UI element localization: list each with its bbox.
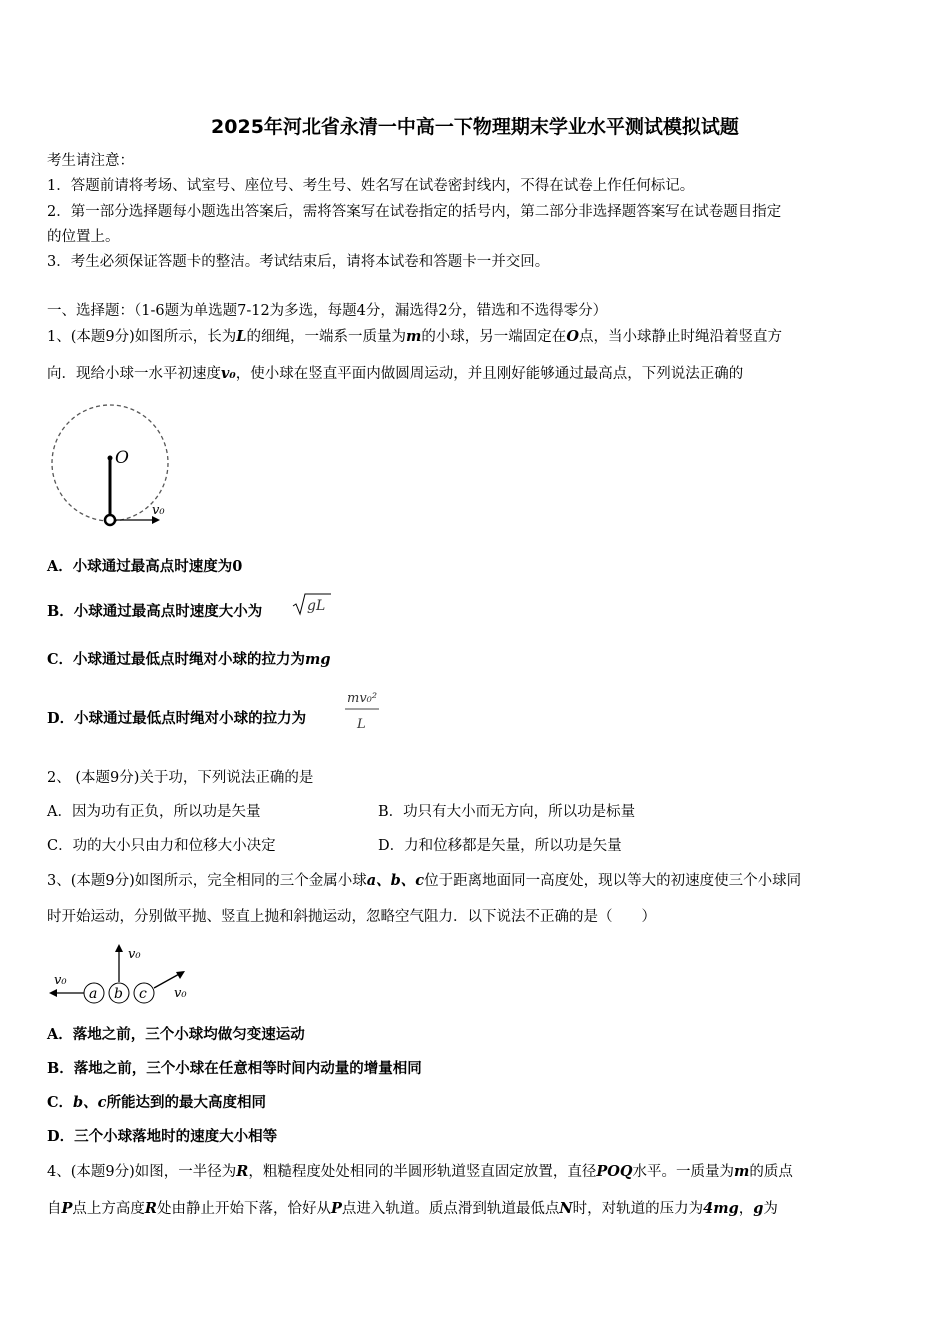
fraction-mv0sq-over-L xyxy=(343,686,383,734)
q2-option-b: B．功只有大小而无方向，所以功是标量 xyxy=(378,804,636,820)
q4-stem-line2: 自P点上方高度R处由静止开始下落，恰好从P点进入轨道。质点滑到轨道最低点N时，对轨道的压力为4mg，g为 xyxy=(47,1200,778,1217)
notice-item-2: 2．第一部分选择题每小题选出答案后，需将答案写在试卷指定的括号内，第二部分非选择题答案写在试卷题目指定 xyxy=(47,204,782,220)
label-v0-right: v₀ xyxy=(174,986,187,1001)
q1-stem-line2: 向．现给小球一水平初速度v₀，使小球在竖直平面内做圆周运动，并且刚好能够通过最高点，下列说法正确的 xyxy=(47,365,744,382)
q1-stem-line1: 1、(本题9分)如图所示，长为L的细绳，一端系一质量为m的小球，另一端固定在O点，当小球静止时绳沿着竖直方 xyxy=(47,328,782,345)
q2-option-d: D．力和位移都是矢量，所以功是矢量 xyxy=(378,838,622,854)
q2-option-a: A．因为功有正负，所以功是矢量 xyxy=(47,804,261,820)
svg-text:a: a xyxy=(89,986,98,1002)
q3-stem-line1: 3、(本题9分)如图所示，完全相同的三个金属小球a、b、c位于距离地面同一高度处，现以等大的初速度使三个小球同 xyxy=(47,872,802,889)
section-heading: 一、选择题：（1-6题为单选题7-12为多选，每题4分，漏选得2分，错选和不选得零分） xyxy=(47,303,608,319)
page-title: 2025年河北省永清一中高一下物理期末学业水平测试模拟试题 xyxy=(211,116,739,138)
svg-text:c: c xyxy=(139,986,147,1002)
notice-item-3: 3．考生必须保证答题卡的整洁。考试结束后，请将本试卷和答题卡一并交回。 xyxy=(47,254,550,270)
svg-text:gL: gL xyxy=(307,598,326,614)
q1-option-c: C．小球通过最低点时绳对小球的拉力为mg xyxy=(47,651,331,668)
ball xyxy=(105,515,115,525)
label-v0-left: v₀ xyxy=(54,973,67,988)
q3-option-c: C．b、c所能达到的最大高度相同 xyxy=(47,1094,267,1111)
q2-option-c: C．功的大小只由力和位移大小决定 xyxy=(47,838,276,854)
svg-text:L: L xyxy=(357,717,366,732)
up-arrowhead xyxy=(115,944,123,952)
q3-figure xyxy=(48,940,198,1005)
q1-figure xyxy=(50,403,180,533)
notice-heading: 考生请注意： xyxy=(47,153,134,169)
label-O: O xyxy=(115,448,129,468)
label-v0: v₀ xyxy=(152,503,165,518)
sqrt-gL xyxy=(293,592,333,618)
q1-option-d: D．小球通过最低点时绳对小球的拉力为 xyxy=(47,710,307,727)
q2-stem: 2、 (本题9分)关于功，下列说法正确的是 xyxy=(47,770,314,786)
left-arrowhead xyxy=(49,989,57,997)
notice-item-1: 1．答题前请将考场、试室号、座位号、考生号、姓名写在试卷密封线内，不得在试卷上作任何标记。 xyxy=(47,178,695,194)
q3-stem-line2: 时开始运动，分别做平抛、竖直上抛和斜抛运动，忽略空气阻力．以下说法不正确的是（ ） xyxy=(47,909,656,925)
svg-text:mv₀²: mv₀² xyxy=(347,691,378,706)
q3-option-a: A．落地之前，三个小球均做匀变速运动 xyxy=(47,1026,305,1043)
q3-option-b: B．落地之前，三个小球在任意相等时间内动量的增量相同 xyxy=(47,1060,422,1077)
pivot-point xyxy=(108,456,113,461)
notice-item-2-cont: 的位置上。 xyxy=(47,229,120,245)
q1-option-b: B．小球通过最高点时速度大小为 xyxy=(47,603,263,620)
q1-option-a: A．小球通过最高点时速度为0 xyxy=(47,558,243,575)
svg-text:b: b xyxy=(114,986,123,1002)
q4-stem-line1: 4、(本题9分)如图，一半径为R，粗糙程度处处相同的半圆形轨道竖直固定放置，直径POQ水平。一质量为m的质点 xyxy=(47,1163,793,1180)
q3-option-d: D．三个小球落地时的速度大小相等 xyxy=(47,1128,278,1145)
label-v0-up: v₀ xyxy=(128,947,141,962)
